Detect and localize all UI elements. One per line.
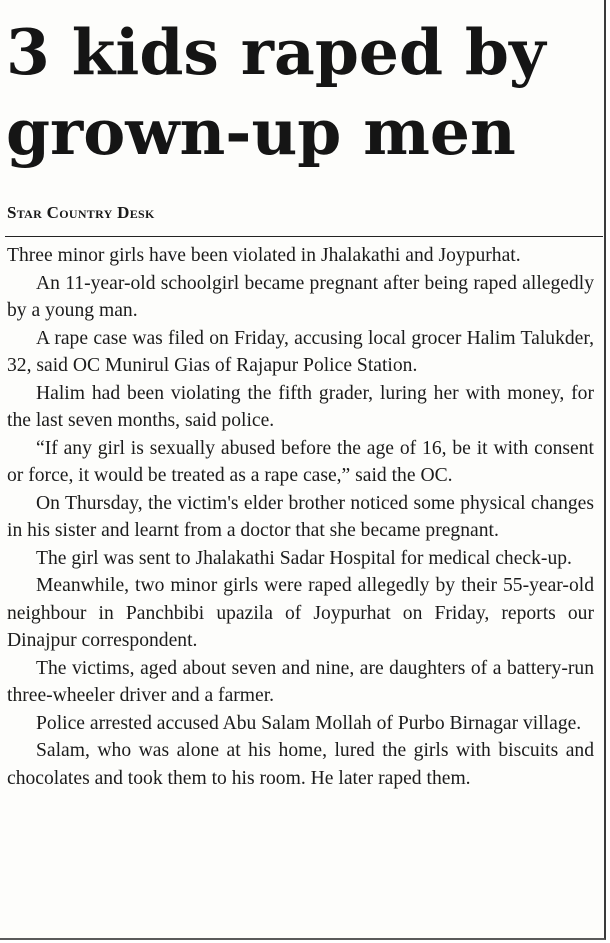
paragraph-2: An 11-year-old schoolgirl became pregnant after being raped allegedly by a young man. — [7, 272, 594, 321]
paragraph-11: Salam, who was alone at his home, lured the girls with biscuits and chocolates and took them to his room. He later raped them. — [7, 740, 594, 789]
paragraph-5: “If any girl is sexually abused before the age of 16, be it with consent or force, it would be treated as a rape case,” said the OC. — [7, 437, 594, 486]
paragraph-10: Police arrested accused Abu Salam Mollah of Purbo Birnagar village. — [36, 712, 582, 734]
byline-divider — [5, 236, 603, 237]
paragraph-8: Meanwhile, two minor girls were raped allegedly by their 55-year-old neighbour in Panchbibi upazila of Joypurhat on Friday, reports our Dinajpur correspondent. — [7, 575, 594, 651]
paragraph-4: Halim had been violating the fifth grader, luring her with money, for the last seven months, said police. — [7, 382, 594, 431]
article-body — [7, 242, 594, 792]
byline: Star Country Desk — [7, 203, 155, 222]
paragraph-6: On Thursday, the victim's elder brother noticed some physical changes in his sister and learnt from a doctor that she became pregnant. — [7, 492, 594, 541]
paragraph-9: The victims, aged about seven and nine, are daughters of a battery-run three-wheeler driver and a farmer. — [7, 657, 594, 706]
paragraph-1: Three minor girls have been violated in Jhalakathi and Joypurhat. — [7, 245, 521, 266]
headline: 3 kids raped by grown-up men — [6, 15, 546, 169]
paragraph-7: The girl was sent to Jhalakathi Sadar Hospital for medical check-up. — [36, 547, 572, 569]
paragraph-3: A rape case was filed on Friday, accusing local grocer Halim Talukder, 32, said OC Munirul Gias of Rajapur Police Station. — [7, 327, 594, 376]
